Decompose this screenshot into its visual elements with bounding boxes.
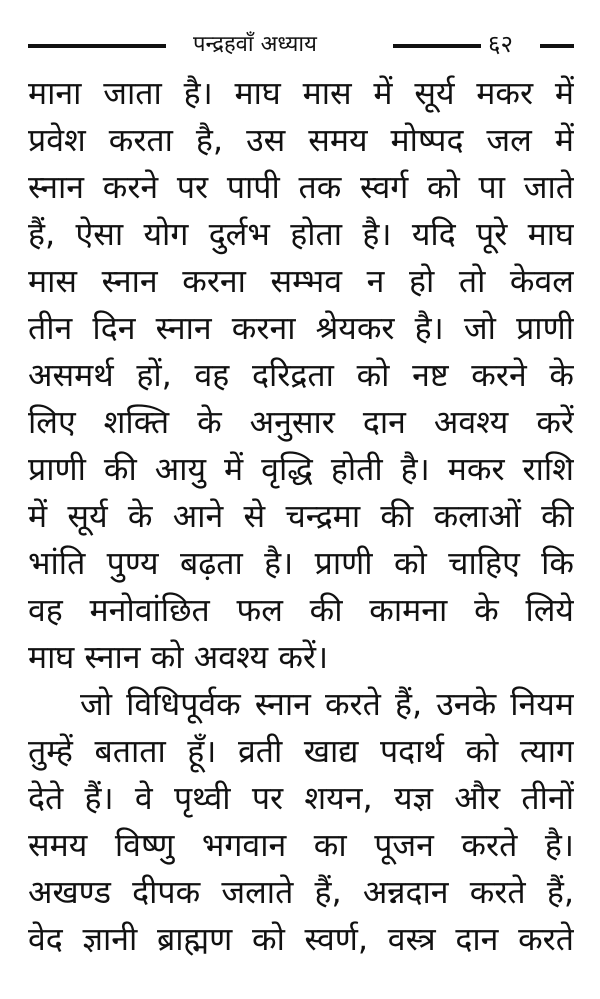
text-line: तुम्हें बताता हूँ। व्रती खाद्य पदार्थ को त्याग <box>28 732 574 770</box>
paragraph-2 <box>28 681 574 963</box>
text-line: प्रवेश करता है, उस समय मोष्पद जल में <box>28 121 574 159</box>
header-rule-right <box>393 44 481 48</box>
text-line: में सूर्य के आने से चन्द्रमा की कलाओं की <box>28 497 574 535</box>
body-text <box>28 70 574 963</box>
text-line: वेद ज्ञानी ब्राह्मण को स्वर्ण, वस्त्र दान करते <box>28 920 574 958</box>
text-line: मास स्नान करना सम्भव न हो तो केवल <box>28 262 574 300</box>
text-line: माघ स्नान को अवश्य करें। <box>28 638 329 676</box>
header-rule-tail <box>540 44 574 48</box>
text-line: माना जाता है। माघ मास में सूर्य मकर में <box>28 74 574 112</box>
text-line: प्राणी की आयु में वृद्धि होती है। मकर राशि <box>28 450 574 488</box>
text-line: समय विष्णु भगवान का पूजन करते है। <box>28 826 574 864</box>
paragraph-1 <box>28 70 574 681</box>
text-line: देते हैं। वे पृथ्वी पर शयन, यज्ञ और तीनों <box>28 779 574 817</box>
text-line: जो विधिपूर्वक स्नान करते हैं, उनके नियम <box>80 685 574 723</box>
running-head: पन्द्रहवाँ अध्याय <box>193 32 317 57</box>
text-line: भांति पुण्य बढ़ता है। प्राणी को चाहिए कि <box>28 544 574 582</box>
page-number: ६२ <box>488 30 513 58</box>
text-line: असमर्थ हों, वह दरिद्रता को नष्ट करने के <box>28 356 574 394</box>
text-line: स्नान करने पर पापी तक स्वर्ग को पा जाते <box>28 168 574 206</box>
text-line: लिए शक्ति के अनुसार दान अवश्य करें <box>28 403 574 441</box>
text-line: हैं, ऐसा योग दुर्लभ होता है। यदि पूरे माघ <box>28 215 574 253</box>
text-line: अखण्ड दीपक जलाते हैं, अन्नदान करते हैं, <box>28 873 574 911</box>
text-line: तीन दिन स्नान करना श्रेयकर है। जो प्राणी <box>28 309 574 347</box>
text-line: वह मनोवांछित फल की कामना के लिये <box>28 591 574 629</box>
page-header <box>28 26 574 66</box>
header-rule-left <box>28 44 166 48</box>
